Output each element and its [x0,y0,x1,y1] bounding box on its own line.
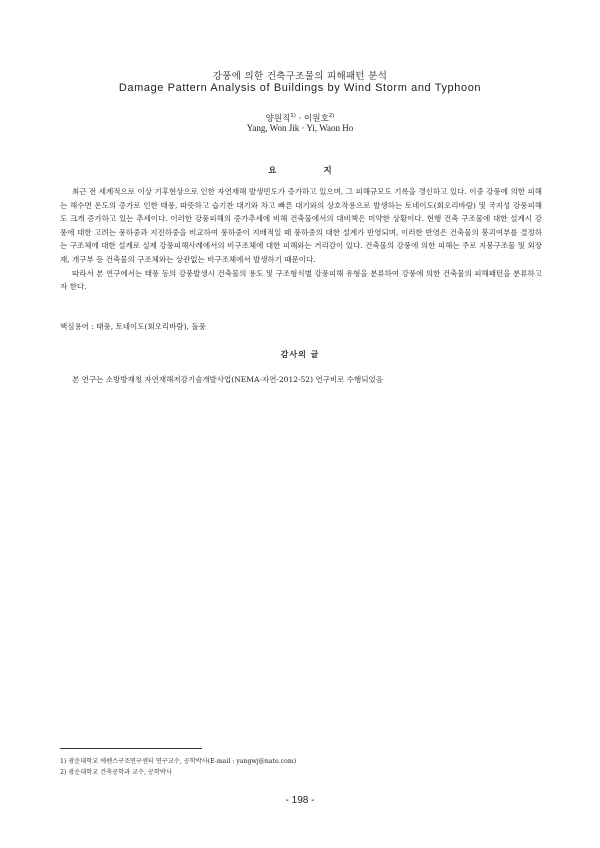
author-name: 양원직 [265,114,291,124]
authors-english: Yang, Won Jik · Yi, Waon Ho [246,123,354,133]
author-separator: · [295,114,305,124]
abstract-paragraph: 따라서 본 연구에서는 태풍 등의 강풍발생시 건축물의 용도 및 구조형식별 강풍피해 유형을 분류하여 강풍에 의한 건축물의 피해패턴을 분류하고자 한다. [60,268,542,292]
paper-title-english: Damage Pattern Analysis of Buildings by Wind Storm and Typhoon [118,82,482,94]
acknowledgement-heading: 감사의 글 [280,350,320,359]
author-footnote-mark: 2) [328,113,335,119]
author-name: 이원호 [304,114,329,124]
footnote-divider [60,748,202,749]
footnote: 1) 광운대학교 에쎈스구조연구센터 연구교수, 공학박사(E-mail : yangwj@nate.com) [60,758,297,765]
keywords: 핵심용어 : 태풍, 토네이도(회오리바람), 돌풍 [60,322,206,331]
abstract-heading: 요 지 [268,166,354,176]
footnotes [60,756,540,778]
author-footnote-mark: 1) [290,113,296,119]
abstract-body [60,185,542,294]
abstract-paragraph: 최근 전 세계적으로 이상 기후현상으로 인한 자연재해 발생빈도가 증가하고 있으며, 그 피해규모도 기록을 갱신하고 있다. 이중 강풍에 의한 피해는 해수면 온도의 증가로 인한 태풍, 따뜻하고 습기찬 대기와 차고 빠른 대기와의 상호작용으로 발생하는 토네이도(회오리바람) 및 국지성 강풍피해도 크게 증가하고 있는 추세이다. 이러한 강풍피해의 증가추세에 비해 건축물에서의 대비책은 미약한 상황이다. 현행 건축 구조물에 대한 설계시 강풍에 대한 고려는 풍하중과 지진하중을 비교하여 풍하중이 지배적일 때 풍하중의 대한 설계가 반영되며, 이러한 반영은 건축물의 붕괴여부를 결정하는 구조체에 대한 설계로 실제 강풍피해사례에서의 비구조체에 대한 피해와는 거리감이 있다. 건축물의 강풍에 의한 피해는 주로 지붕구조물 및 외장재, 개구부 등 건축물의 구조체와는 상관없는 비구조체에서 발생하기 때문이다. [60,187,542,264]
paper-title-korean: 강풍에 의한 건축구조물의 피해패턴 분석 [212,71,388,82]
page-number: - 198 - [285,795,315,806]
acknowledgement-text: 본 연구는 소방방재청 자연재해저감기술개발사업(NEMA-자연-2012-52) 연구비로 수행되었음 [72,375,383,384]
footnote: 2) 광운대학교 건축공학과 교수, 공학박사 [60,769,172,776]
